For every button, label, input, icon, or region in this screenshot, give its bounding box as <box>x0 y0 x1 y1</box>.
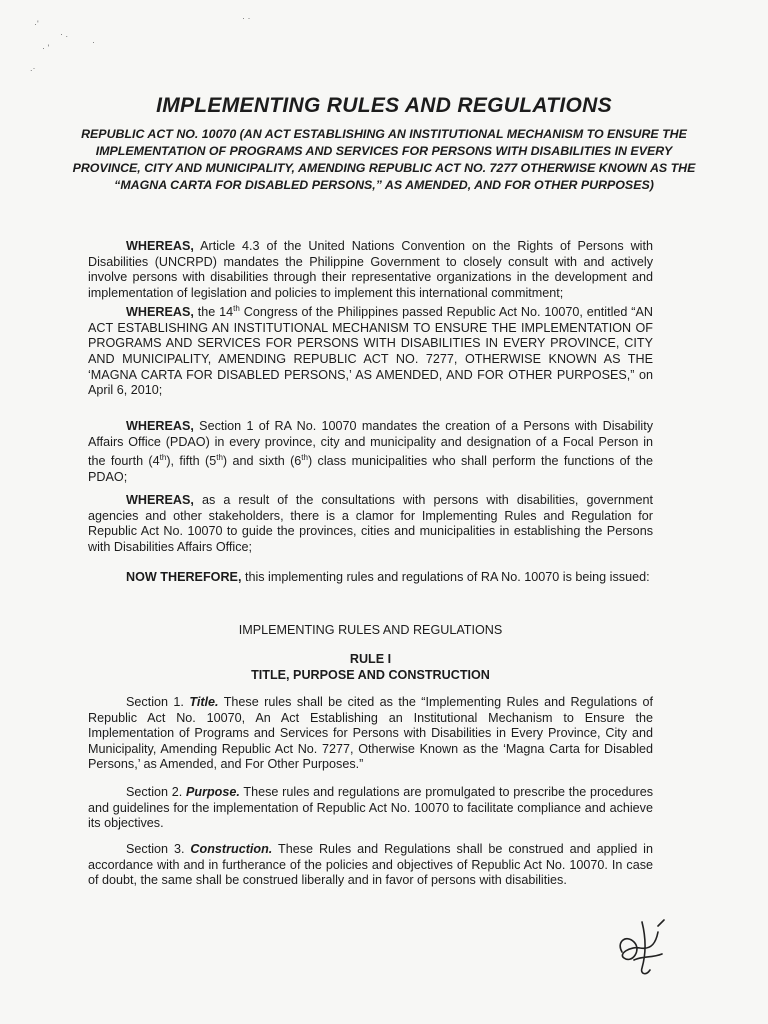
whereas-paragraph-4 <box>88 493 653 555</box>
whereas-paragraph-3 <box>88 419 653 486</box>
section-text: These rules shall be cited as the “Implementing Rules and Regulations of Republic Act No. 10070, An Act Establishing an Institutional Mechanism to Ensure the Implementation of Programs and Services for Persons with Disabilities in Every Province, City and Municipality, Amending Republic Act No. 7277, Otherwise Known as the ‘Magna Carta for Disabled Persons,’ as Amended, and For Other Purposes.” <box>88 695 653 772</box>
scan-speck: · ' <box>42 43 50 53</box>
whereas-text: ), fifth (5 <box>166 454 217 469</box>
scan-speck: .· <box>30 63 36 73</box>
section-title: Title. <box>189 695 219 709</box>
now-therefore-text: this implementing rules and regulations of RA No. 10070 is being issued: <box>241 570 650 584</box>
whereas-text: the 14 <box>193 305 234 320</box>
whereas-text: as a result of the consultations with persons with disabilities, government agencies and other stakeholders, there is a clamor for Implementing Rules and Regulation for Republic Act No. 10070 to guide the provinces, cities and municipalities in establishing the Persons with Disabilities Affairs Office; <box>88 493 653 554</box>
whereas-text: ) and sixth (6 <box>222 454 302 469</box>
handwritten-initials-icon <box>612 912 672 982</box>
rule-title: TITLE, PURPOSE AND CONSTRUCTION <box>251 668 490 682</box>
ordinal-suffix: th <box>301 453 308 463</box>
whereas-text: Congress of the Philippines passed Republic Act No. 10070, entitled “AN ACT ESTABLISHING AN INSTITUTIONAL MECHANISM TO ENSURE THE IMPLEMENTATION OF PROGRAMS AND SERVICES FOR PERSONS WITH DISABILITIES IN EVERY PROVINCE, CITY AND MUNICIPALITY, AMENDING REPUBLIC ACT NO. 7277, OTHERWISE KNOWN AS THE ‘MAGNA CARTA FOR DISABLED PERSONS,’ AS AMENDED, AND FOR OTHER PURPOSES,” on April 6, 2010; <box>88 305 653 398</box>
section-title: Construction. <box>190 842 273 856</box>
ordinal-suffix: th <box>159 453 167 463</box>
whereas-paragraph-2 <box>88 301 653 399</box>
now-therefore-paragraph <box>88 570 653 586</box>
whereas-lead: WHEREAS, <box>126 493 194 507</box>
section-title: Purpose. <box>186 785 240 799</box>
now-therefore-lead: NOW THEREFORE, <box>126 570 242 584</box>
section-label: Section 2. <box>126 785 186 799</box>
document-title: IMPLEMENTING RULES AND REGULATIONS <box>156 94 612 117</box>
section-1 <box>88 695 653 773</box>
ordinal-suffix: th <box>233 304 240 313</box>
irr-heading: IMPLEMENTING RULES AND REGULATIONS <box>238 623 503 637</box>
scan-speck: ·' <box>34 19 39 29</box>
scan-speck: · . <box>60 29 68 39</box>
rule-heading: RULE I <box>349 652 392 666</box>
whereas-text: Section 1 of RA No. 10070 mandates the creation of a Persons with Disability Affairs Office (PDAO) in every province, city and municipality and designation of a Focal Person in the fourth (4 <box>88 419 653 469</box>
section-text: These Rules and Regulations shall be construed and applied in accordance with and in furtherance of the policies and objectives of Republic Act No. 10070. In case of doubt, the same shall be construed liberally and in favor of persons with disabilities. <box>88 842 653 888</box>
whereas-lead: WHEREAS, <box>126 305 194 320</box>
ordinal-suffix: th <box>216 453 223 463</box>
scan-speck: · · <box>242 13 251 23</box>
whereas-paragraph-1 <box>88 239 653 301</box>
whereas-text: ) class municipalities who shall perform the functions of the PDAO; <box>88 454 654 484</box>
section-3 <box>88 842 653 889</box>
section-label: Section 3. <box>126 842 191 856</box>
section-label: Section 1. <box>126 695 190 709</box>
whereas-lead: WHEREAS, <box>126 419 194 433</box>
section-2 <box>88 785 653 832</box>
scan-speck: · <box>92 37 95 47</box>
section-text: These rules and regulations are promulgated to prescribe the procedures and guidelines for the implementation of Republic Act No. 10070 to facilitate compliance and achieve its objectives. <box>88 785 653 831</box>
whereas-lead: WHEREAS, <box>126 239 194 253</box>
document-subtitle: REPUBLIC ACT NO. 10070 (AN ACT ESTABLISHING AN INSTITUTIONAL MECHANISM TO ENSURE THE IMPLEMENTATION OF PROGRAMS AND SERVICES FOR PERSONS WITH DISABILITIES IN EVERY PROVINCE, CITY AND MUNICIPALITY, AMENDING REPUBLIC ACT NO. 7277 OTHERWISE KNOWN AS THE “MAGNA CARTA FOR DISABLED PERSONS,” AS AMENDED, AND FOR OTHER PURPOSES) <box>72 127 696 192</box>
whereas-text: Article 4.3 of the United Nations Convention on the Rights of Persons with Disabilities (UNCRPD) mandates the Philippine Government to closely consult with and actively involve persons with disabilities through their representative organizations in the development and implementation of legislation and policies to implement this international commitment; <box>88 239 653 300</box>
